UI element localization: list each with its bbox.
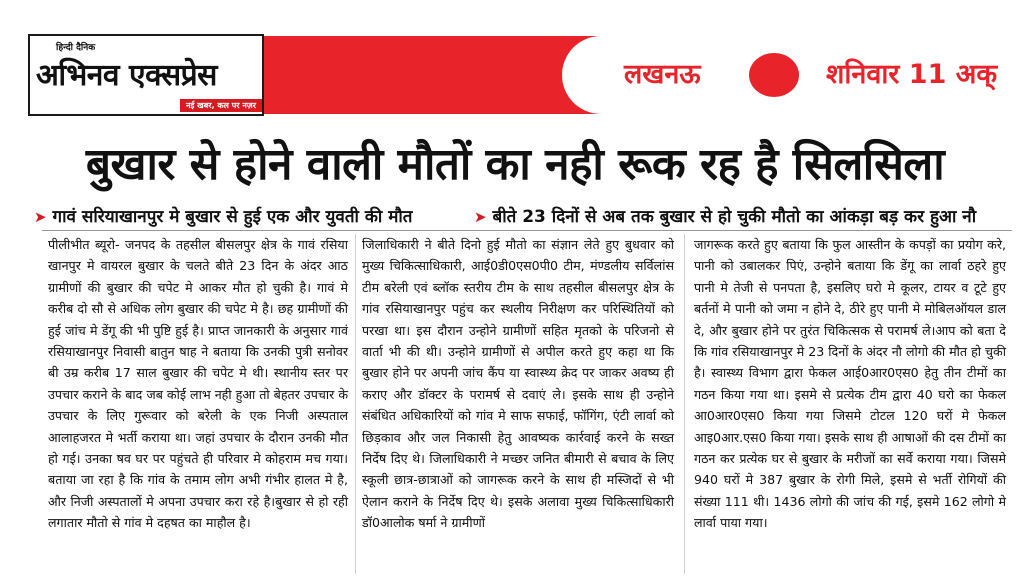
article-column-3 <box>694 234 1006 534</box>
red-dot-icon <box>749 53 799 97</box>
subheadline-2 <box>474 204 976 227</box>
article-headline: बुखार से होने वाली मौतों का नही रूक रह है सिलसिला <box>85 139 945 190</box>
newspaper-name: अभिनव एक्सप्रेस <box>36 58 217 93</box>
masthead <box>0 0 1024 122</box>
article-column-1 <box>48 234 348 534</box>
edition-city: लखनऊ <box>624 59 701 90</box>
newspaper-logo <box>28 34 264 116</box>
column-3-text: जागरूक करते हुए बताया कि फुल आस्तीन के कपड़ों का प्रयोग करे, पानी को उबालकर पिएं, उन्होने बताया कि डेंगू का लार्वा ठहरे हुए पानी मे तेजी से पनपता है, इसलिए घरो मे कूलर, टायर व टूटे हुए बर्तनों मे पानी को जमा न होने दे, ठीरे हुए पानी मे मोबिलऑयल डाल दे, और बुखार होने पर तुरंत चिकित्सक से परामर्ष ले।आप को बता दे कि गांव रसियाखानपुर मे 23 दिनों के अंदर नौ लोगो की मौत हो चुकी है। स्वास्थ्य विभाग द्वारा फेकल आई0आर0एस0 हेतु तीन टीमों का गठन किया गया था। इसमे से प्रत्येक टीम द्वारा 40 घरो का फेकल आ0आर0एस0 किया गया जिसमे टोटल 120 घरों मे फेकल आइ0आर.एस0 किया गया। इसके साथ ही आषाओं की दस टीमों का गठन कर प्रत्येक घर से बुखार के मरीजों का सर्वे कराया गया। जिसमे 940 घरों मे 387 बुखार के रोगी मिले, इसमे से भर्ती रोगियों की संख्या 111 थी। 1436 लोगो की जांच की गई, इसमे 162 लोगो मे लार्वा पाया गया। <box>694 237 1006 531</box>
arrow-icon: ➤ <box>34 208 47 226</box>
divider-rule <box>42 230 1012 231</box>
newspaper-tagline: नई खबर, कल पर नज़र <box>180 99 262 112</box>
column-2-text: जिलाधिकारी ने बीते दिनो हुई मौतो का संज्ञान लेते हुए बुधवार को मुख्य चिकित्साधिकारी, आई0डी0एस0पी0 टीम, मंण्डलीय सर्विलांस टीम बरेली एवं ब्लॉक स्तरीय टीम के साथ तहसील बीसलपुर क्षेत्र के गांव रसियाखानपुर पहुंच कर स्थलीय निरीक्षण कर परिस्थितियों को परखा था। इस दौरान उन्होने ग्रामीणों सहित मृतको के परिजनो से वार्ता भी की थी। उन्होने ग्रामीणों से अपील करते हुए कहा था कि बुखार होने पर अपनी जांच कैंप या स्वास्थ्य क्रेद पर जाकर अवष्य ही कराए और डॉक्टर के परामर्ष से दवाएं ले। इसके साथ ही उन्होने संबंधित अधिकारियों को गांव मे साफ सफाई, फॉगिंग, एंटी लार्वा को छिड़काव और जल निकासी हेतु आवष्यक कार्रवाई करने के सख्त निर्देष दिए थे। जिलाधिकारी ने मच्छर जनित बीमारी से बचाव के लिए स्कूली छात्र-छात्राओं को जागरूक करने के साथ ही मस्जिदों से भी ऐलान कराने के निर्देष दिए थे। इसके अलावा मुख्य चिकित्साधिकारी डॉ0आलोक षर्मा ने ग्रामीणों <box>362 237 674 531</box>
edition-date: शनिवार 11 अक् <box>826 59 998 90</box>
column-divider <box>684 234 685 574</box>
column-divider <box>355 234 356 574</box>
subheadline-1-text: गावं सरियाखानपुर मे बुखार से हुई एक और युवती की मौत <box>52 207 413 227</box>
subheadline-1 <box>34 204 413 227</box>
arrow-icon: ➤ <box>474 208 487 226</box>
subheadline-2-text: बीते 23 दिनों से अब तक बुखार से हो चुकी मौतो का आंकड़ा बड़ कर हुआ नौ <box>492 207 977 227</box>
column-1-text: पीलीभीत ब्यूरो- जनपद के तहसील बीसलपुर क्षेत्र के गावं रसिया खानपुर मे वायरल बुखार के चलते बीते 23 दिन के अंदर आठ ग्रामीणों की बुखार की चपेट मे आकर मौत हो चुकी है। गावं मे करीब दो सौ से अधिक लोग बुखार की चपेट मे है। छह ग्रामीणों की हुई जांच मे डेंगू की भी पुष्टि हुई है। प्राप्त जानकारी के अनुसार गावं रसियाखानपुर निवासी बातुन षाह ने बताया कि उनकी पुत्री सनोवर बी उम्र करीब 17 साल बुखार की चपेट मे थी। स्थानीय स्तर पर उपचार कराने के बाद जब कोई लाभ नही हुआ तो बेहतर उपचार के उपचार के लिए गुरूवार को बरेली के एक निजी अस्पताल आलाहजरत मे भर्ती कराया था। जहां उपचार के दौरान उनकी मौत हो गई। उनका षव घर पर पहुंचते ही परिवार मे कोहराम मच गया। बताया जा रहा है कि गांव के तमाम लोग अभी गंभीर हालत मे है, और निजी अस्पतालों मे अपना उपचार करा रहे है।बुखार से हो रही लगातार मौतो से गांव मे दहषत का माहौल है। <box>48 237 348 531</box>
article-column-2 <box>362 234 674 534</box>
logo-small-label: हिन्दी दैनिक <box>56 43 96 53</box>
